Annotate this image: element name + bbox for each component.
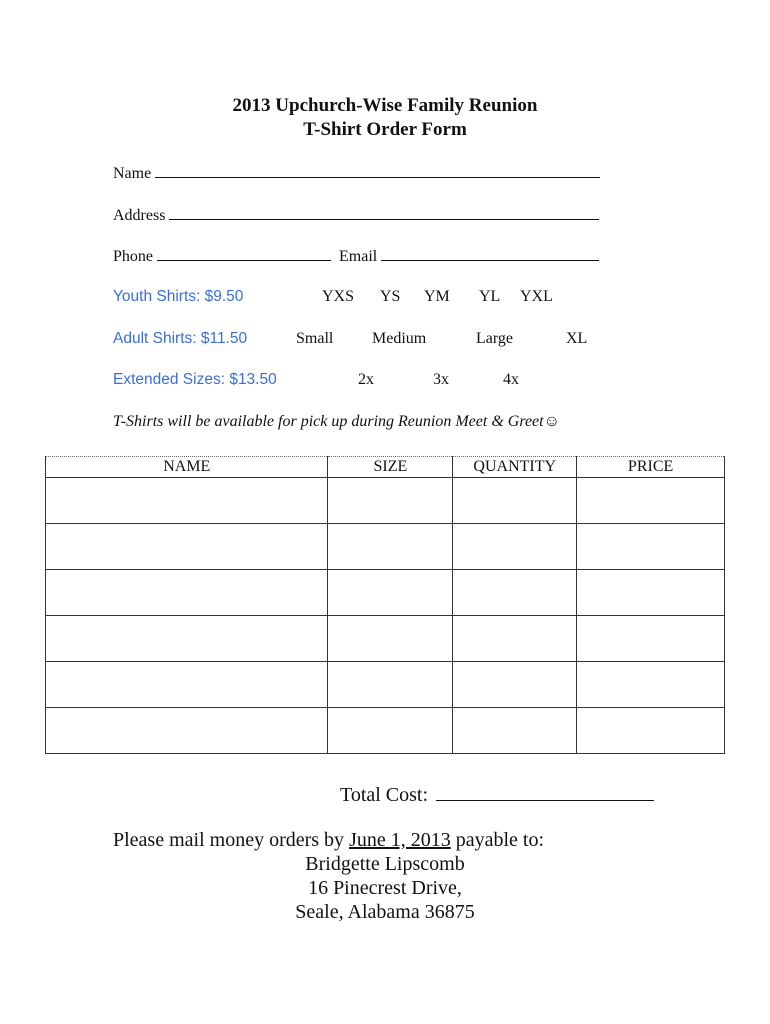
- quantity-cell[interactable]: [453, 662, 577, 708]
- header-quantity: QUANTITY: [453, 457, 577, 478]
- address-label: Address: [113, 207, 166, 224]
- size-cell[interactable]: [328, 524, 453, 570]
- mail-prefix: Please mail money orders by: [113, 829, 345, 851]
- address-field[interactable]: [169, 205, 599, 220]
- youth-size-ys: YS: [380, 288, 401, 305]
- name-cell[interactable]: [46, 524, 328, 570]
- extended-size-2x: 2x: [358, 371, 374, 388]
- total-cost-row: [340, 782, 654, 807]
- pickup-note: T-Shirts will be available for pick up during Reunion Meet & Greet☺: [113, 413, 560, 430]
- adult-size-xl: XL: [566, 330, 588, 347]
- table-row: [46, 616, 725, 662]
- adult-size-medium: Medium: [372, 330, 427, 347]
- table-row: [46, 708, 725, 754]
- email-field[interactable]: [381, 246, 599, 261]
- price-cell[interactable]: [577, 524, 725, 570]
- payee-name: Bridgette Lipscomb: [305, 853, 465, 875]
- extended-size-3x: 3x: [433, 371, 449, 388]
- name-cell[interactable]: [46, 570, 328, 616]
- table-row: [46, 478, 725, 524]
- youth-size-ym: YM: [424, 288, 450, 305]
- name-label: Name: [113, 165, 152, 182]
- extended-price-label: Extended Sizes: $13.50: [113, 371, 277, 388]
- payee-city: Seale, Alabama 36875: [295, 901, 475, 923]
- phone-field[interactable]: [157, 246, 331, 261]
- adult-price-label: Adult Shirts: $11.50: [113, 330, 248, 347]
- youth-size-yl: YL: [479, 288, 501, 305]
- size-cell[interactable]: [328, 478, 453, 524]
- total-cost-field[interactable]: [436, 782, 654, 801]
- price-cell[interactable]: [577, 616, 725, 662]
- order-table: [45, 456, 725, 754]
- name-cell[interactable]: [46, 616, 328, 662]
- size-cell[interactable]: [328, 708, 453, 754]
- quantity-cell[interactable]: [453, 570, 577, 616]
- table-row: [46, 524, 725, 570]
- header-price: PRICE: [577, 457, 725, 478]
- payee-street: 16 Pinecrest Drive,: [308, 877, 462, 899]
- price-cell[interactable]: [577, 708, 725, 754]
- youth-size-yxl: YXL: [520, 288, 553, 305]
- quantity-cell[interactable]: [453, 708, 577, 754]
- size-cell[interactable]: [328, 616, 453, 662]
- price-cell[interactable]: [577, 662, 725, 708]
- phone-email-row: [113, 246, 599, 266]
- order-table-header: [46, 457, 725, 478]
- youth-size-yxs: YXS: [322, 288, 355, 305]
- price-cell[interactable]: [577, 478, 725, 524]
- quantity-cell[interactable]: [453, 478, 577, 524]
- price-cell[interactable]: [577, 570, 725, 616]
- email-label: Email: [339, 248, 378, 265]
- mail-deadline: June 1, 2013: [349, 829, 451, 851]
- adult-size-small: Small: [296, 330, 334, 347]
- header-name: NAME: [46, 457, 328, 478]
- address-field-row: [113, 205, 599, 225]
- table-row: [46, 662, 725, 708]
- phone-label: Phone: [113, 248, 153, 265]
- form-subtitle: T-Shirt Order Form: [303, 119, 467, 140]
- mail-suffix: payable to:: [455, 829, 545, 851]
- youth-price-label: Youth Shirts: $9.50: [113, 288, 244, 305]
- quantity-cell[interactable]: [453, 524, 577, 570]
- table-row: [46, 570, 725, 616]
- name-field[interactable]: [155, 163, 600, 178]
- name-cell[interactable]: [46, 662, 328, 708]
- mail-instructions: [113, 829, 544, 852]
- name-field-row: [113, 163, 600, 183]
- size-cell[interactable]: [328, 570, 453, 616]
- header-size: SIZE: [328, 457, 453, 478]
- form-title: 2013 Upchurch-Wise Family Reunion: [232, 95, 538, 116]
- quantity-cell[interactable]: [453, 616, 577, 662]
- size-cell[interactable]: [328, 662, 453, 708]
- extended-size-4x: 4x: [503, 371, 519, 388]
- name-cell[interactable]: [46, 708, 328, 754]
- adult-size-large: Large: [476, 330, 514, 347]
- total-cost-label: Total Cost:: [340, 784, 429, 806]
- name-cell[interactable]: [46, 478, 328, 524]
